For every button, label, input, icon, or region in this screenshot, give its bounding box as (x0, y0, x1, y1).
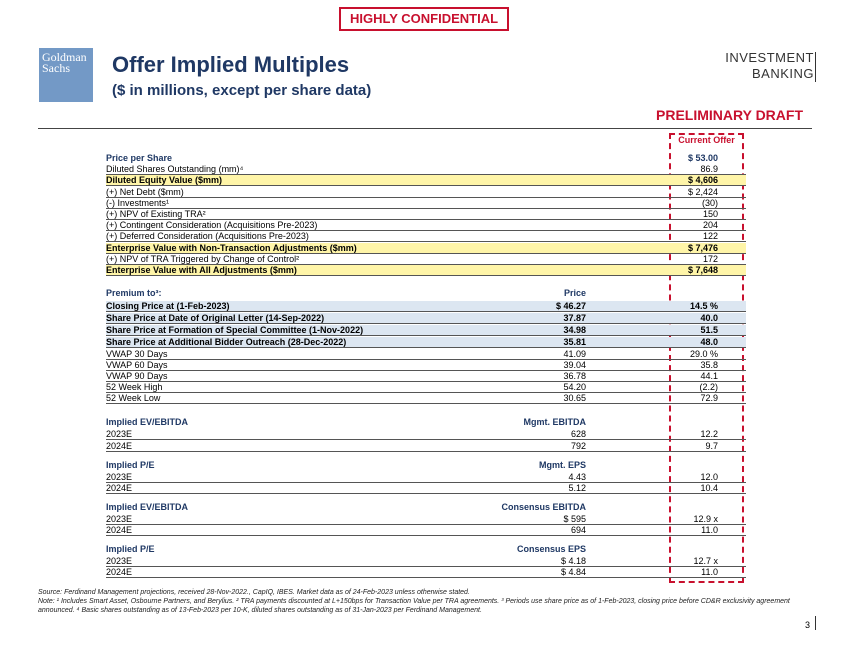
row-label: Closing Price at (1-Feb-2023) (106, 301, 230, 311)
row-offer: 86.9 (700, 164, 718, 174)
table-row (106, 371, 746, 382)
row-label: 52 Week High (106, 382, 163, 392)
header-rule (38, 128, 812, 129)
ib-line-1: INVESTMENT (725, 50, 814, 65)
table-row (106, 254, 746, 265)
table-row (106, 502, 746, 513)
table-row (106, 429, 746, 440)
row-offer: 12.9 x (693, 514, 718, 524)
investment-banking-label (725, 50, 814, 82)
row-label: Share Price at Date of Original Letter (14-Sep-2022) (106, 313, 325, 323)
row-label: (+) Contingent Consideration (Acquisitions Pre-2023) (106, 220, 318, 230)
logo-line-2: Sachs (42, 61, 70, 75)
row-label: Share Price at Additional Bidder Outreach (28-Dec-2022) (106, 337, 347, 347)
table-row (106, 265, 746, 276)
row-offer: $ 53.00 (687, 153, 718, 163)
table-row (106, 382, 746, 393)
row-label: (+) Deferred Consideration (Acquisitions Pre-2023) (106, 231, 309, 241)
row-offer: (2.2) (699, 382, 718, 392)
row-price: 35.81 (563, 337, 586, 347)
page-title: Offer Implied Multiples (112, 52, 350, 77)
row-label: 2023E (106, 556, 133, 566)
row-offer: 35.8 (700, 360, 718, 370)
row-offer: 11.0 (701, 567, 718, 577)
row-offer: 48.0 (700, 337, 718, 347)
row-price: 4.43 (568, 472, 586, 482)
preliminary-draft-label: PRELIMINARY DRAFT (656, 107, 803, 123)
table-row (106, 441, 746, 452)
row-offer: 14.5 % (689, 301, 718, 311)
row-label: (+) NPV of TRA Triggered by Change of Control² (106, 254, 300, 264)
row-offer: 51.5 (700, 325, 718, 335)
row-price: 628 (570, 429, 586, 439)
page-subtitle: ($ in millions, except per share data) (112, 82, 372, 99)
table-row (106, 567, 746, 578)
page-number: 3 (805, 620, 811, 630)
footnotes (38, 588, 818, 615)
row-offer: 40.0 (700, 313, 718, 323)
row-label: 2023E (106, 514, 133, 524)
row-offer: 44.1 (700, 371, 718, 381)
row-price: 34.98 (563, 325, 586, 335)
row-price: $ 595 (563, 514, 586, 524)
row-price: 41.09 (563, 349, 586, 359)
row-label: Implied P/E (106, 544, 155, 554)
row-price: 5.12 (568, 483, 586, 493)
row-label: (+) Net Debt ($mm) (106, 187, 184, 197)
table-row (106, 325, 746, 336)
row-offer: (30) (701, 198, 718, 208)
row-offer: 72.9 (700, 393, 718, 403)
row-offer: 10.4 (700, 483, 718, 493)
row-offer: 150 (702, 209, 718, 219)
row-label: Diluted Shares Outstanding (mm)⁴ (106, 164, 244, 174)
row-offer: 12.7 x (693, 556, 718, 566)
table-row (106, 483, 746, 494)
row-label: 2023E (106, 472, 133, 482)
row-price: 37.87 (563, 313, 586, 323)
row-price: 36.78 (563, 371, 586, 381)
table-row (106, 472, 746, 483)
table-row (106, 231, 746, 242)
row-label: 2024E (106, 441, 133, 451)
row-offer: 204 (702, 220, 718, 230)
table-row (106, 313, 746, 324)
table-row (106, 360, 746, 371)
row-price: 39.04 (563, 360, 586, 370)
row-offer: 12.0 (700, 472, 718, 482)
confidential-banner: HIGHLY CONFIDENTIAL (339, 7, 509, 31)
row-label: Enterprise Value with All Adjustments ($mm) (106, 265, 297, 275)
row-label: Implied EV/EBITDA (106, 417, 189, 427)
row-offer: 9.7 (705, 441, 718, 451)
table-row (106, 514, 746, 525)
row-offer: 122 (702, 231, 718, 241)
row-price: 30.65 (563, 393, 586, 403)
table-row (106, 153, 746, 164)
row-offer: 172 (702, 254, 718, 264)
row-price: Price (563, 288, 586, 298)
row-price: 54.20 (563, 382, 586, 392)
current-offer-header: Current Offer (678, 135, 735, 145)
row-price: Consensus EPS (516, 544, 586, 554)
table-row (106, 301, 746, 312)
row-label: VWAP 60 Days (106, 360, 168, 370)
table-row (106, 220, 746, 231)
row-label: VWAP 30 Days (106, 349, 168, 359)
table-row (106, 164, 746, 175)
row-price: $ 4.84 (560, 567, 586, 577)
goldman-sachs-logo (39, 48, 93, 102)
table-row (106, 337, 746, 348)
row-price: 694 (570, 525, 586, 535)
row-price: $ 4.18 (560, 556, 586, 566)
table-row (106, 198, 746, 209)
row-label: Diluted Equity Value ($mm) (106, 175, 223, 185)
logo-line-1: Goldman (42, 50, 87, 64)
row-label: 2024E (106, 525, 133, 535)
table-row (106, 525, 746, 536)
row-label: Implied P/E (106, 460, 155, 470)
table-row (106, 417, 746, 428)
ib-divider (815, 52, 816, 82)
page-divider (815, 616, 816, 630)
row-label: (-) Investments¹ (106, 198, 170, 208)
row-price: Mgmt. EBITDA (523, 417, 586, 427)
row-offer: $ 7,648 (687, 265, 718, 275)
source-note: Source: Ferdinand Management projections, received 28-Nov-2022., CapIQ, IBES. Market data as of 24-Feb-2023 unless otherwise stated. (38, 589, 470, 596)
row-label: Implied EV/EBITDA (106, 502, 189, 512)
table-row (106, 544, 746, 555)
table-row (106, 460, 746, 471)
table-row (106, 393, 746, 404)
row-label: Share Price at Formation of Special Committee (1-Nov-2022) (106, 325, 364, 335)
row-label: 2023E (106, 429, 133, 439)
row-label: VWAP 90 Days (106, 371, 168, 381)
row-label: Premium to³: (106, 288, 162, 298)
row-offer: $ 2,424 (687, 187, 718, 197)
row-offer: $ 4,606 (687, 175, 718, 185)
table-row (106, 243, 746, 254)
row-label: Price per Share (106, 153, 173, 163)
row-offer: 29.0 % (689, 349, 718, 359)
row-price: $ 46.27 (555, 301, 586, 311)
row-price: Consensus EBITDA (501, 502, 586, 512)
row-offer: 12.2 (700, 429, 718, 439)
table-row (106, 556, 746, 567)
table-row (106, 349, 746, 360)
table-row (106, 175, 746, 186)
row-price: 792 (570, 441, 586, 451)
table-row (106, 209, 746, 220)
table-row (106, 187, 746, 198)
row-price: Mgmt. EPS (538, 460, 586, 470)
row-label: Enterprise Value with Non-Transaction Adjustments ($mm) (106, 243, 357, 253)
footnote-text: Note: ¹ Includes Smart Asset, Osbourne Partners, and Berylius. ² TRA payments discounted at L+150bps for Transaction Value per TRA agreements. ³ Periods use share price as of 1-Feb-2023, closing price before CD&R exclusivity agreement announced. ⁴ Basic shares outstanding as of 13-Feb-2023 per 10-K, diluted shares outstanding as of 31-Jan-2023 per Ferdinand Management. (38, 598, 790, 614)
row-label: 52 Week Low (106, 393, 161, 403)
table-row (106, 288, 746, 299)
row-label: 2024E (106, 483, 133, 493)
row-offer: 11.0 (701, 525, 718, 535)
row-offer: $ 7,476 (687, 243, 718, 253)
ib-line-2: BANKING (751, 66, 814, 81)
row-label: (+) NPV of Existing TRA² (106, 209, 206, 219)
row-label: 2024E (106, 567, 133, 577)
